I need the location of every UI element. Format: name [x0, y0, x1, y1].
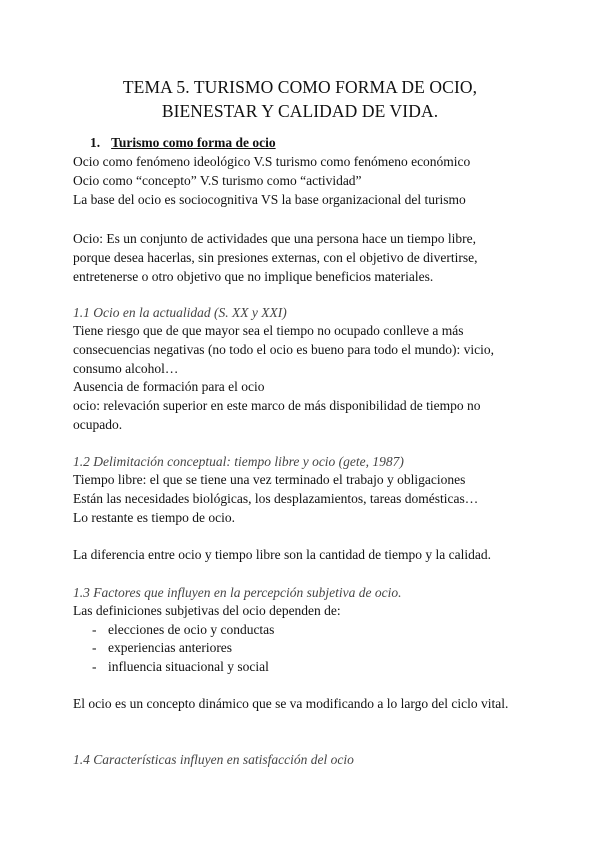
bullet-marker: - [92, 640, 97, 655]
definition-line: Ocio: Es un conjunto de actividades que una persona hace un tiempo libre, [73, 231, 477, 246]
list-item [92, 640, 232, 656]
paragraph-line: La diferencia entre ocio y tiempo libre son la cantidad de tiempo y la calidad. [73, 547, 491, 562]
subsection-1-3-heading: 1.3 Factores que influyen en la percepción subjetiva de ocio. [73, 585, 402, 600]
paragraph-line: Tiene riesgo que de que mayor sea el tiempo no ocupado conlleve a más [73, 323, 464, 338]
subsection-1-4-heading: 1.4 Características influyen en satisfacción del ocio [73, 752, 354, 767]
paragraph-line: El ocio es un concepto dinámico que se va modificando a lo largo del ciclo vital. [73, 696, 509, 711]
document-title-line-1: TEMA 5. TURISMO COMO FORMA DE OCIO, [122, 77, 478, 97]
definition-line: porque desea hacerlas, sin presiones externas, con el objetivo de divertirse, [73, 250, 478, 265]
document-title-line-2: BIENESTAR Y CALIDAD DE VIDA. [161, 101, 439, 121]
subsection-1-2-heading: 1.2 Delimitación conceptual: tiempo libre y ocio (gete, 1987) [73, 454, 404, 469]
paragraph-line: ocio: relevación superior en este marco de más disponibilidad de tiempo no [73, 398, 481, 413]
list-item-text: influencia situacional y social [108, 659, 269, 674]
paragraph-line: Ocio como fenómeno ideológico V.S turismo como fenómeno económico [73, 154, 471, 169]
bullet-marker: - [92, 622, 97, 637]
paragraph-line: Están las necesidades biológicas, los desplazamientos, tareas domésticas… [73, 491, 479, 506]
paragraph-line: La base del ocio es sociocognitiva VS la base organizacional del turismo [73, 192, 466, 207]
definition-line: entretenerse o otro objetivo que no implique beneficios materiales. [73, 269, 434, 284]
subsection-1-1-heading: 1.1 Ocio en la actualidad (S. XX y XXI) [73, 305, 287, 320]
bullet-marker: - [92, 659, 97, 674]
paragraph-line: Tiempo libre: el que se tiene una vez terminado el trabajo y obligaciones [73, 472, 466, 487]
section-1-number: 1. [90, 135, 101, 150]
paragraph-line: ocupado. [73, 417, 123, 432]
section-1-heading [90, 135, 276, 151]
paragraph-line: Ausencia de formación para el ocio [73, 379, 265, 394]
paragraph-line: Las definiciones subjetivas del ocio dependen de: [73, 603, 341, 618]
paragraph-line: Lo restante es tiempo de ocio. [73, 510, 235, 525]
paragraph-line: consecuencias negativas (no todo el ocio es bueno para todo el mundo): vicio, [73, 342, 494, 357]
list-item-text: elecciones de ocio y conductas [108, 622, 275, 637]
paragraph-line: Ocio como “concepto” V.S turismo como “actividad” [73, 173, 362, 188]
paragraph-line: consumo alcohol… [73, 361, 179, 376]
list-item-text: experiencias anteriores [108, 640, 233, 655]
list-item [92, 622, 274, 638]
list-item [92, 659, 269, 675]
section-1-heading-text: Turismo como forma de ocio [111, 135, 276, 150]
